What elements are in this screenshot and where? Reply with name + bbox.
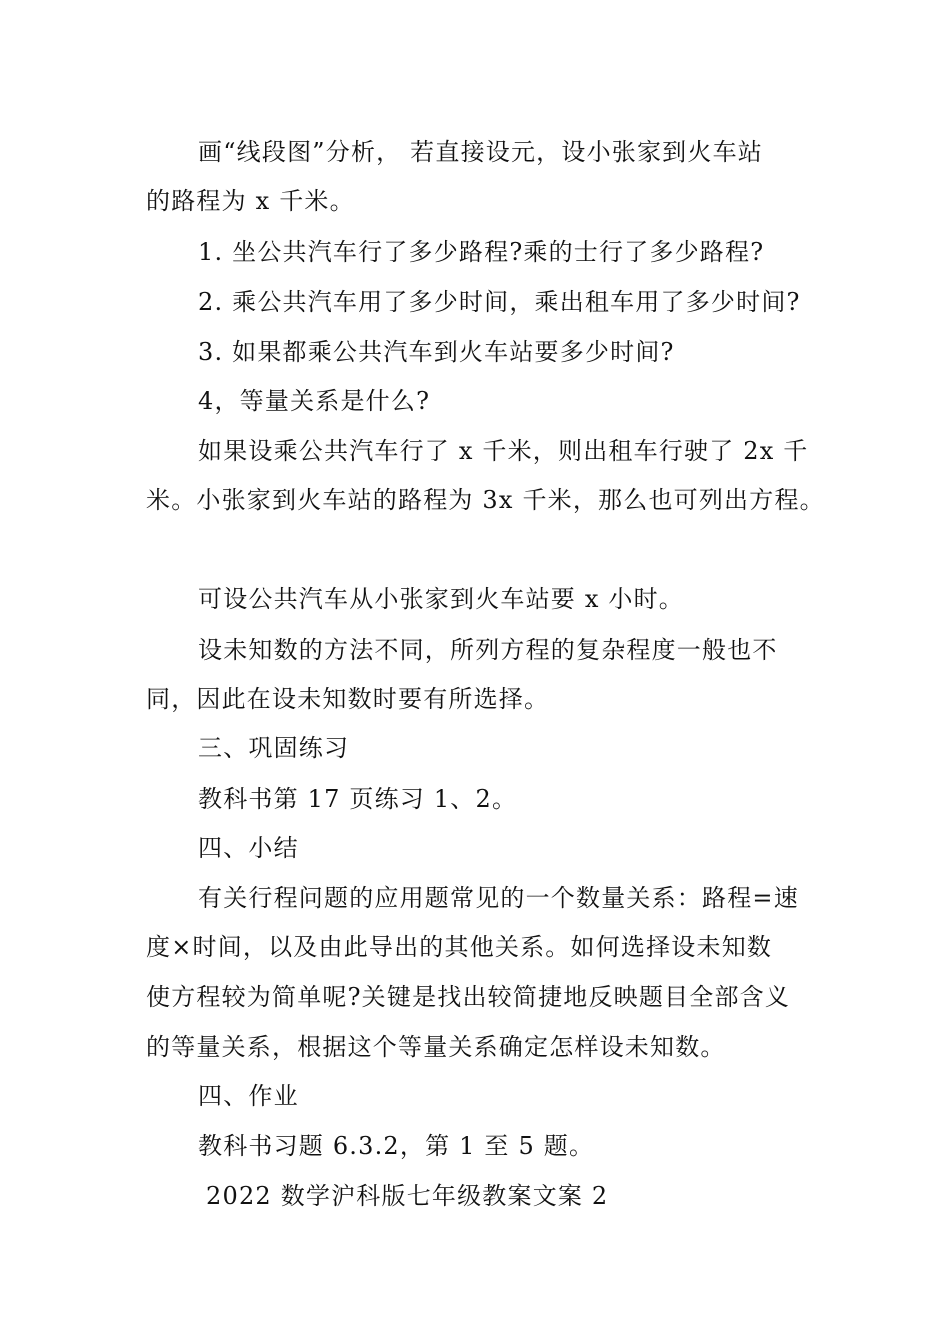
question-3: 3. 如果都乘公共汽车到火车站要多少时间? bbox=[198, 338, 675, 366]
paragraph-line: 可设公共汽车从小张家到火车站要 x 小时。 bbox=[198, 585, 684, 613]
paragraph-line: 米。小张家到火车站的路程为 3x 千米，那么也可列出方程。 bbox=[146, 486, 825, 514]
paragraph-line: 同，因此在设未知数时要有所选择。 bbox=[146, 685, 550, 713]
section-heading: 四、小结 bbox=[198, 834, 299, 862]
paragraph-line: 的等量关系，根据这个等量关系确定怎样设未知数。 bbox=[146, 1033, 726, 1061]
question-4: 4，等量关系是什么? bbox=[198, 387, 431, 415]
paragraph-line: 的路程为 x 千米。 bbox=[146, 187, 355, 215]
paragraph-line: 度×时间，以及由此导出的其他关系。如何选择设未知数 bbox=[146, 933, 773, 961]
question-1: 1. 坐公共汽车行了多少路程?乘的士行了多少路程? bbox=[198, 238, 765, 266]
paragraph-line: 画“线段图”分析， 若直接设元，设小张家到火车站 bbox=[198, 138, 763, 166]
paragraph-line: 设未知数的方法不同，所列方程的复杂程度一般也不 bbox=[198, 636, 778, 664]
section-heading: 四、作业 bbox=[198, 1082, 299, 1110]
paragraph-line: 如果设乘公共汽车行了 x 千米，则出租车行驶了 2x 千 bbox=[198, 437, 809, 465]
paragraph-line: 教科书习题 6.3.2，第 1 至 5 题。 bbox=[198, 1132, 595, 1160]
paragraph-line: 有关行程问题的应用题常见的一个数量关系：路程=速 bbox=[198, 884, 799, 912]
document-title: 2022 数学沪科版七年级教案文案 2 bbox=[206, 1182, 609, 1210]
paragraph-line: 教科书第 17 页练习 1、2。 bbox=[198, 785, 518, 813]
question-2: 2. 乘公共汽车用了多少时间，乘出租车用了多少时间? bbox=[198, 288, 801, 316]
section-heading: 三、巩固练习 bbox=[198, 734, 350, 762]
paragraph-line: 使方程较为简单呢?关键是找出较简捷地反映题目全部含义 bbox=[146, 983, 791, 1011]
